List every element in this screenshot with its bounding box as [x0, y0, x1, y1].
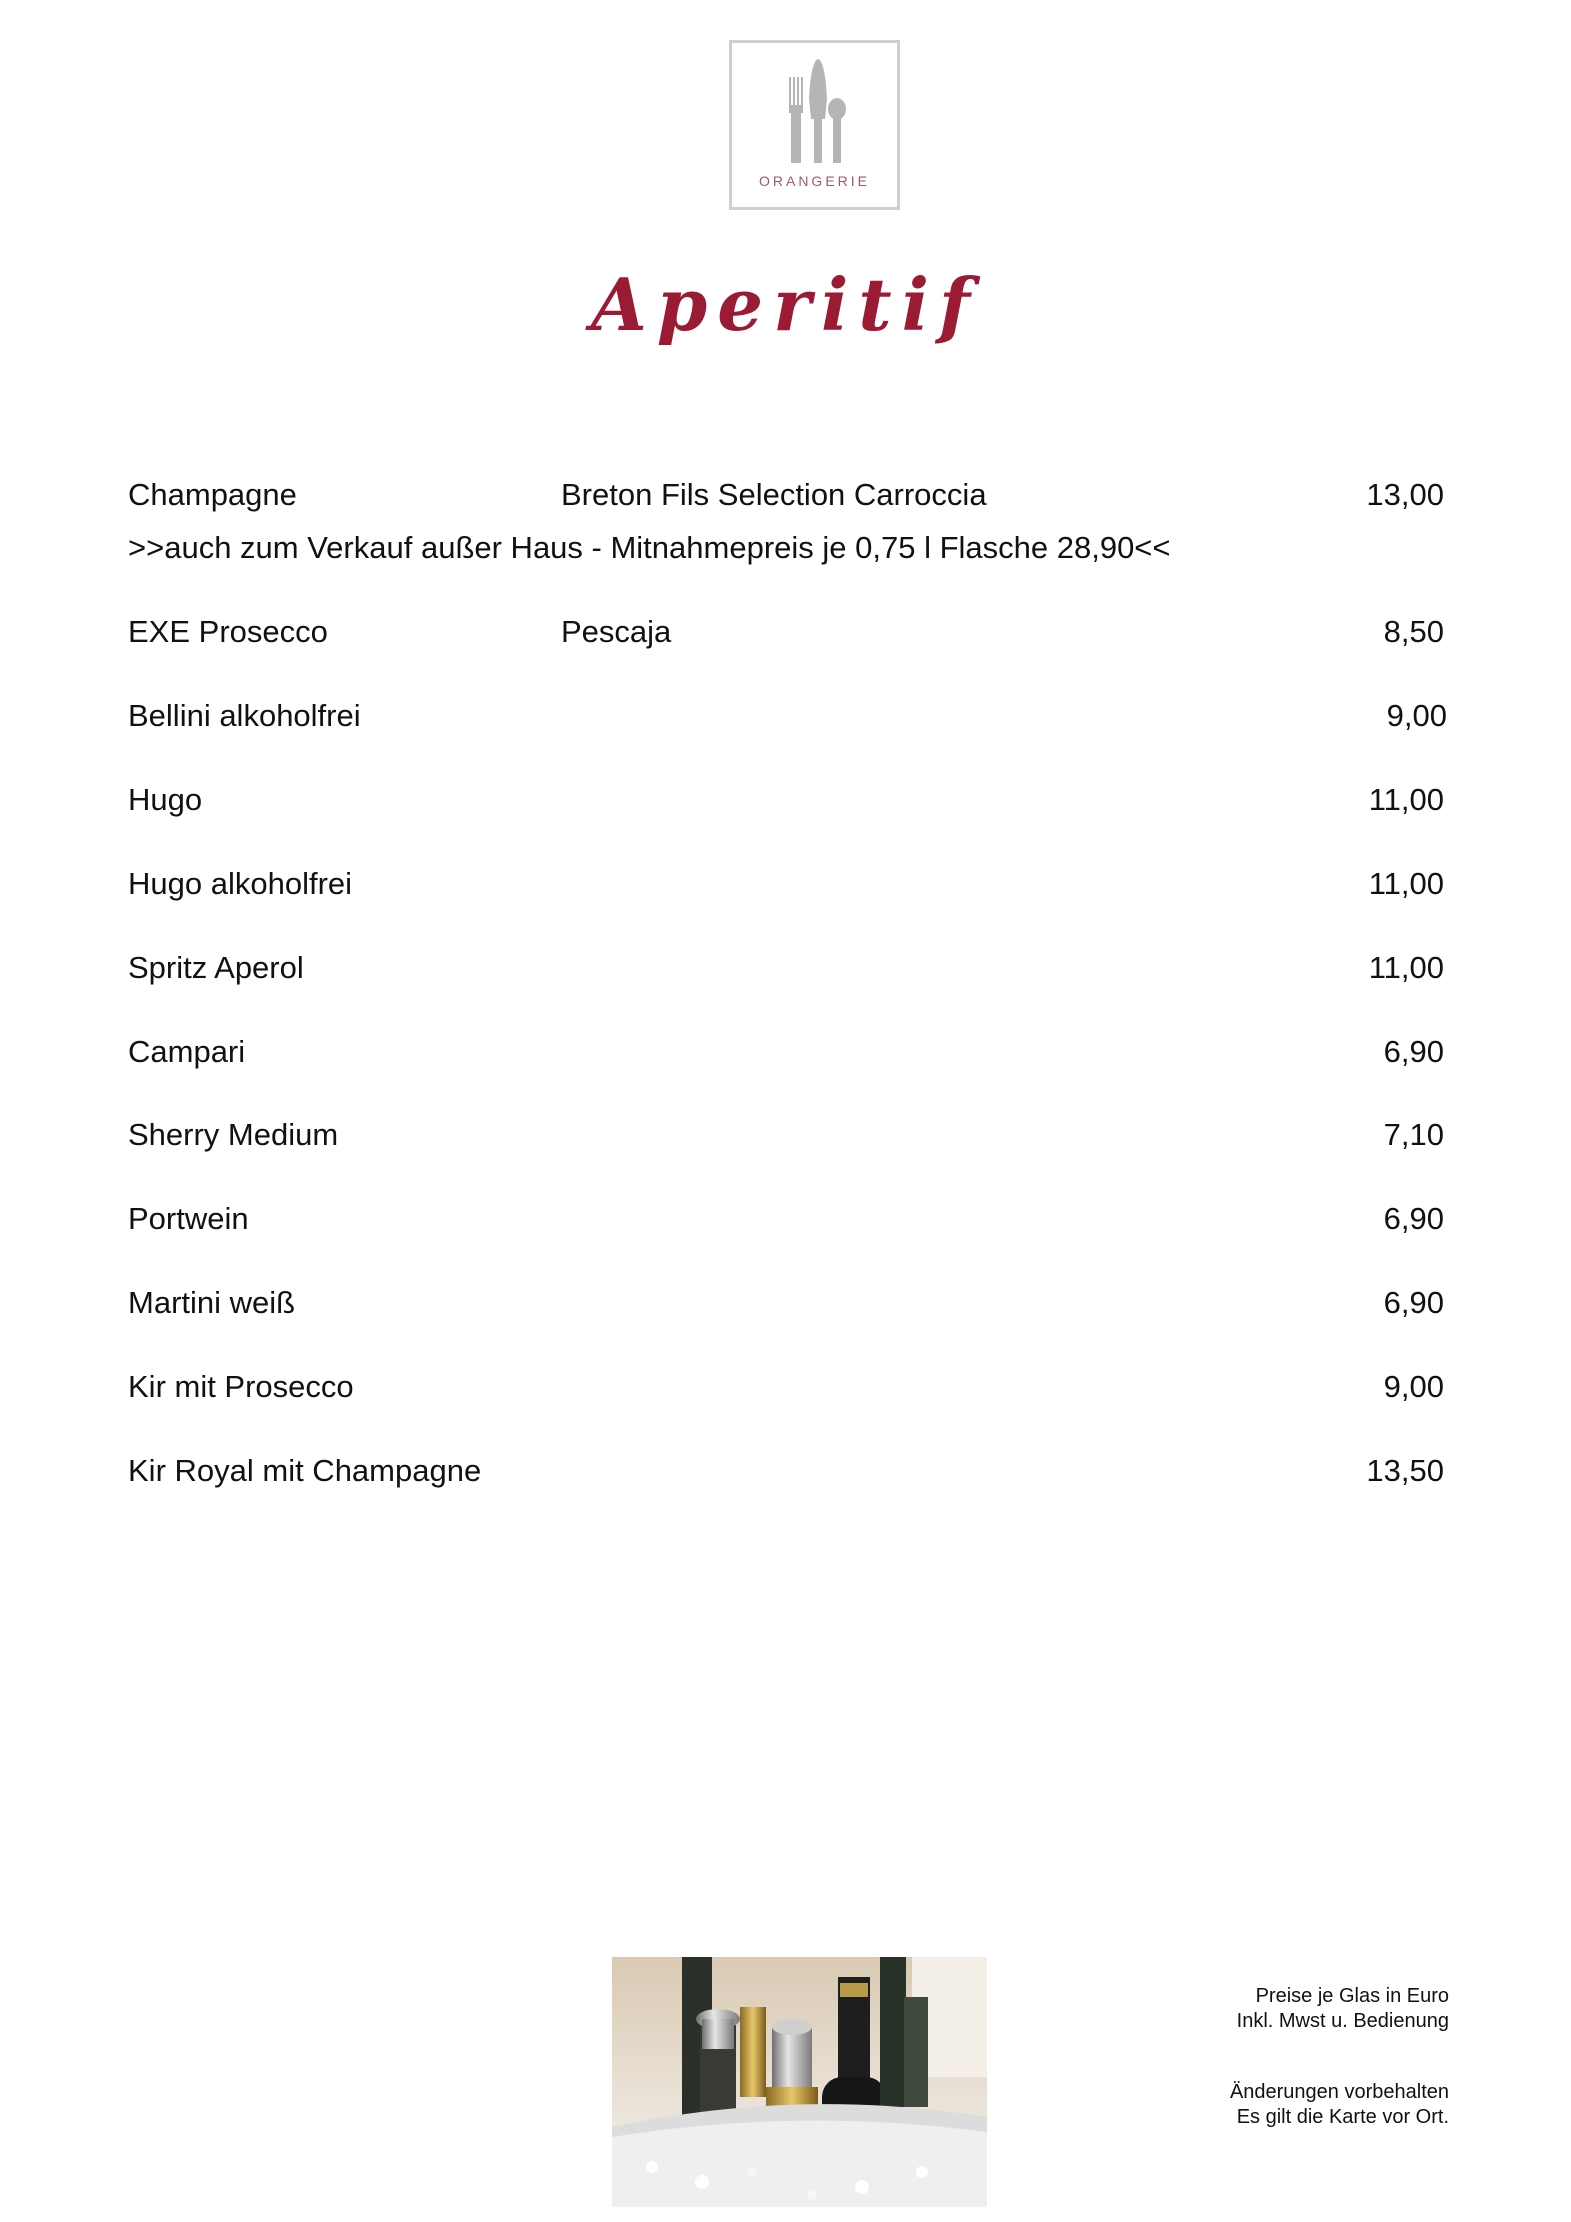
menu-item-name: Hugo: [128, 782, 203, 817]
menu-item-name: Martini weiß: [128, 1285, 296, 1320]
disclaimer: [1230, 2080, 1449, 2130]
menu-item-name: EXE Prosecco: [128, 614, 328, 649]
menu-item-name: Sherry Medium: [128, 1117, 339, 1152]
menu-item-price: 9,00: [1383, 1369, 1444, 1404]
menu-item-name: Kir Royal mit Champagne: [128, 1453, 482, 1488]
menu-item-price: 13,00: [1366, 477, 1444, 512]
disclaimer-line: Es gilt die Karte vor Ort.: [1236, 2106, 1449, 2128]
menu-item-description: Breton Fils Selection Carroccia: [561, 477, 987, 512]
menu-item-name: Portwein: [128, 1201, 249, 1236]
price-info-line: Preise je Glas in Euro: [1255, 1985, 1449, 2007]
menu-item-price: 7,10: [1383, 1117, 1444, 1152]
menu-item-price: 11,00: [1368, 782, 1444, 817]
menu-item-name: Campari: [128, 1034, 246, 1069]
menu-item-description: Pescaja: [561, 614, 672, 649]
menu-item-price: 8,50: [1383, 614, 1444, 649]
menu-item-name: Kir mit Prosecco: [128, 1369, 354, 1404]
menu-item-name: Spritz Aperol: [128, 950, 304, 985]
logo-text: ORANGERIE: [758, 173, 870, 189]
menu-item-price: 11,00: [1368, 866, 1444, 901]
menu-item-price: 9,00: [1386, 698, 1447, 733]
disclaimer-line: Änderungen vorbehalten: [1229, 2081, 1449, 2103]
price-info: [1237, 1984, 1449, 2034]
menu-item-price: 6,90: [1383, 1034, 1444, 1069]
menu-item-name: Hugo alkoholfrei: [128, 866, 353, 901]
menu-title: Aperitif: [591, 262, 980, 347]
menu-item-price: 11,00: [1368, 950, 1444, 985]
takeaway-note: >>auch zum Verkauf außer Haus - Mitnahmepreis je 0,75 l Flasche 28,90<<: [128, 530, 1171, 565]
menu-item-price: 6,90: [1383, 1201, 1444, 1236]
menu-item-price: 13,50: [1366, 1453, 1444, 1488]
menu-item-price: 6,90: [1383, 1285, 1444, 1320]
restaurant-logo: [729, 40, 900, 210]
price-info-line: Inkl. Mwst u. Bedienung: [1236, 2010, 1449, 2032]
menu-item-name: Bellini alkoholfrei: [128, 698, 361, 733]
cutlery-icon: [787, 59, 847, 169]
wine-bottles-photo: [612, 1957, 987, 2207]
menu-item-name: Champagne: [128, 477, 297, 512]
